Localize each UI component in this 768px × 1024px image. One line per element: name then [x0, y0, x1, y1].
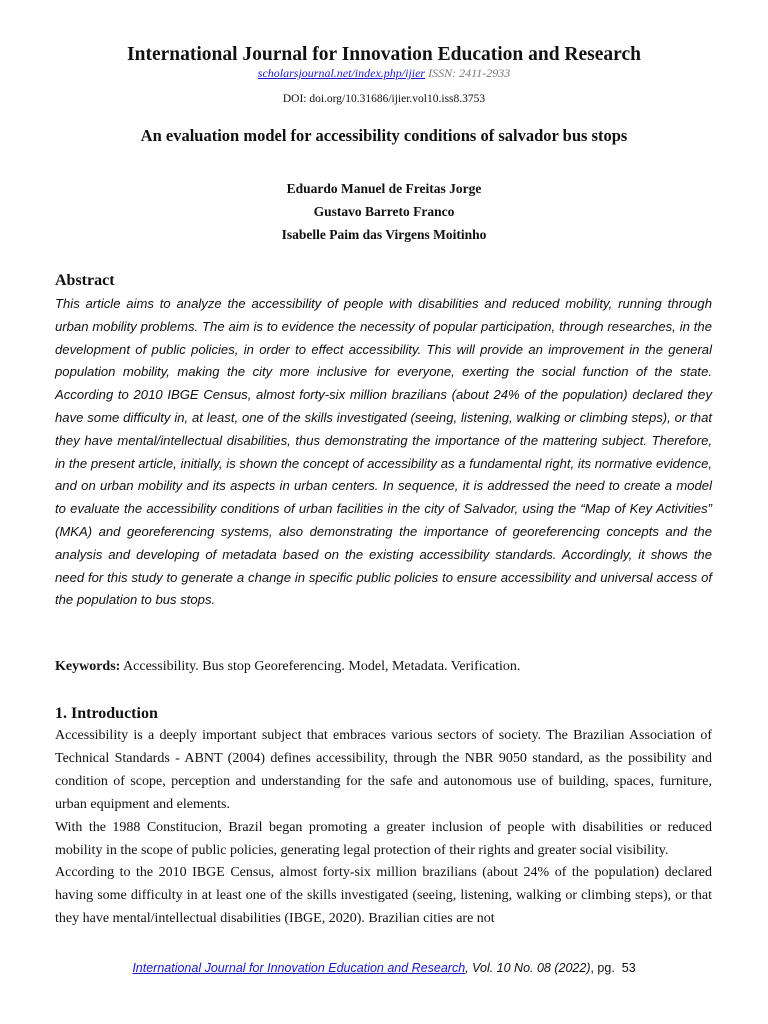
footer-volume: , Vol. 10 No. 08 (2022): [465, 961, 591, 975]
author-3: Isabelle Paim das Virgens Moitinho: [281, 227, 487, 242]
keywords-text: Accessibility. Bus stop Georeferencing. Model, Metadata. Verification.: [120, 659, 521, 674]
page-footer: [0, 961, 768, 975]
paper-title: An evaluation model for accessibility conditions of salvador bus stops: [140, 126, 628, 145]
introduction-heading: 1. Introduction: [55, 705, 158, 722]
doi: DOI: doi.org/10.31686/ijier.vol10.iss8.3753: [282, 93, 486, 105]
journal-subline: [0, 66, 768, 81]
keywords: [55, 659, 715, 675]
author-2: Gustavo Barreto Franco: [313, 204, 455, 219]
abstract-text: This article aims to analyze the accessibility of people with disabilities and reduced mobility, running through urban mobility problems. The aim is to evidence the necessity of popular participation, through researches, in the development of public policies, in order to effect accessibility. This will provide an improvement in the general population mobility, making the city more inclusive for everyone, exerting the social function of the state. According to 2010 IBGE Census, almost forty-six million brazilians (about 24% of the population) declared they have some difficulty in, at least, one of the skills investigated (seeing, listening, walking or climbing steps), or that they have mental/intellectual disabilities, thus demonstrating the importance of the mattering subject. Therefore, in the present article, initially, is shown the concept of accessibility as a fundamental right, its normative evidence, and on urban mobility and its aspects in urban centers. In sequence, it is addressed the need to create a model to evaluate the accessibility conditions of urban facilities in the city of Salvador, using the “Map of Key Activities” (MKA) and georeferencing systems, also demonstrating the importance of georeferencing concepts and the analysis and developing of metadata based on the existing accessibility standards. Accordingly, it shows the need for this study to generate a change in specific public policies to ensure accessibility and universal access of the population to bus stops.: [55, 296, 712, 608]
abstract-heading: Abstract: [55, 272, 115, 289]
intro-paragraph-2: With the 1988 Constitucion, Brazil began promoting a greater inclusion of people with disabilities or reduced mobility in the scope of public policies, generating legal protection of their rights and greater social visibility.: [55, 819, 712, 858]
author-1: Eduardo Manuel de Freitas Jorge: [286, 181, 482, 196]
keywords-label: Keywords:: [55, 659, 121, 674]
issn: ISSN: 2411-2933: [428, 66, 511, 80]
journal-title: International Journal for Innovation Education and Research: [127, 44, 641, 65]
introduction-body: [55, 725, 712, 931]
footer-page-label: , pg.: [590, 961, 615, 975]
journal-url-link[interactable]: scholarsjournal.net/index.php/ijier: [257, 66, 426, 80]
intro-paragraph-3: According to the 2010 IBGE Census, almost forty-six million brazilians (about 24% of the population) declared having some difficulty in at least one of the skills investigated (seeing, listening, walking or climbing steps), or that they have mental/intellectual disabilities (IBGE, 2020). Brazilian cities are not: [55, 865, 712, 927]
footer-journal-link[interactable]: International Journal for Innovation Education and Research: [132, 961, 466, 975]
page-number: 53: [621, 961, 636, 975]
intro-paragraph-1: Accessibility is a deeply important subject that embraces various sectors of society. The Brazilian Association of Technical Standards - ABNT (2004) defines accessibility, through the NBR 9050 standard, as the possibility and condition of scope, perception and understanding for the safe and autonomous use of building, spaces, furniture, urban equipment and elements.: [55, 728, 712, 812]
